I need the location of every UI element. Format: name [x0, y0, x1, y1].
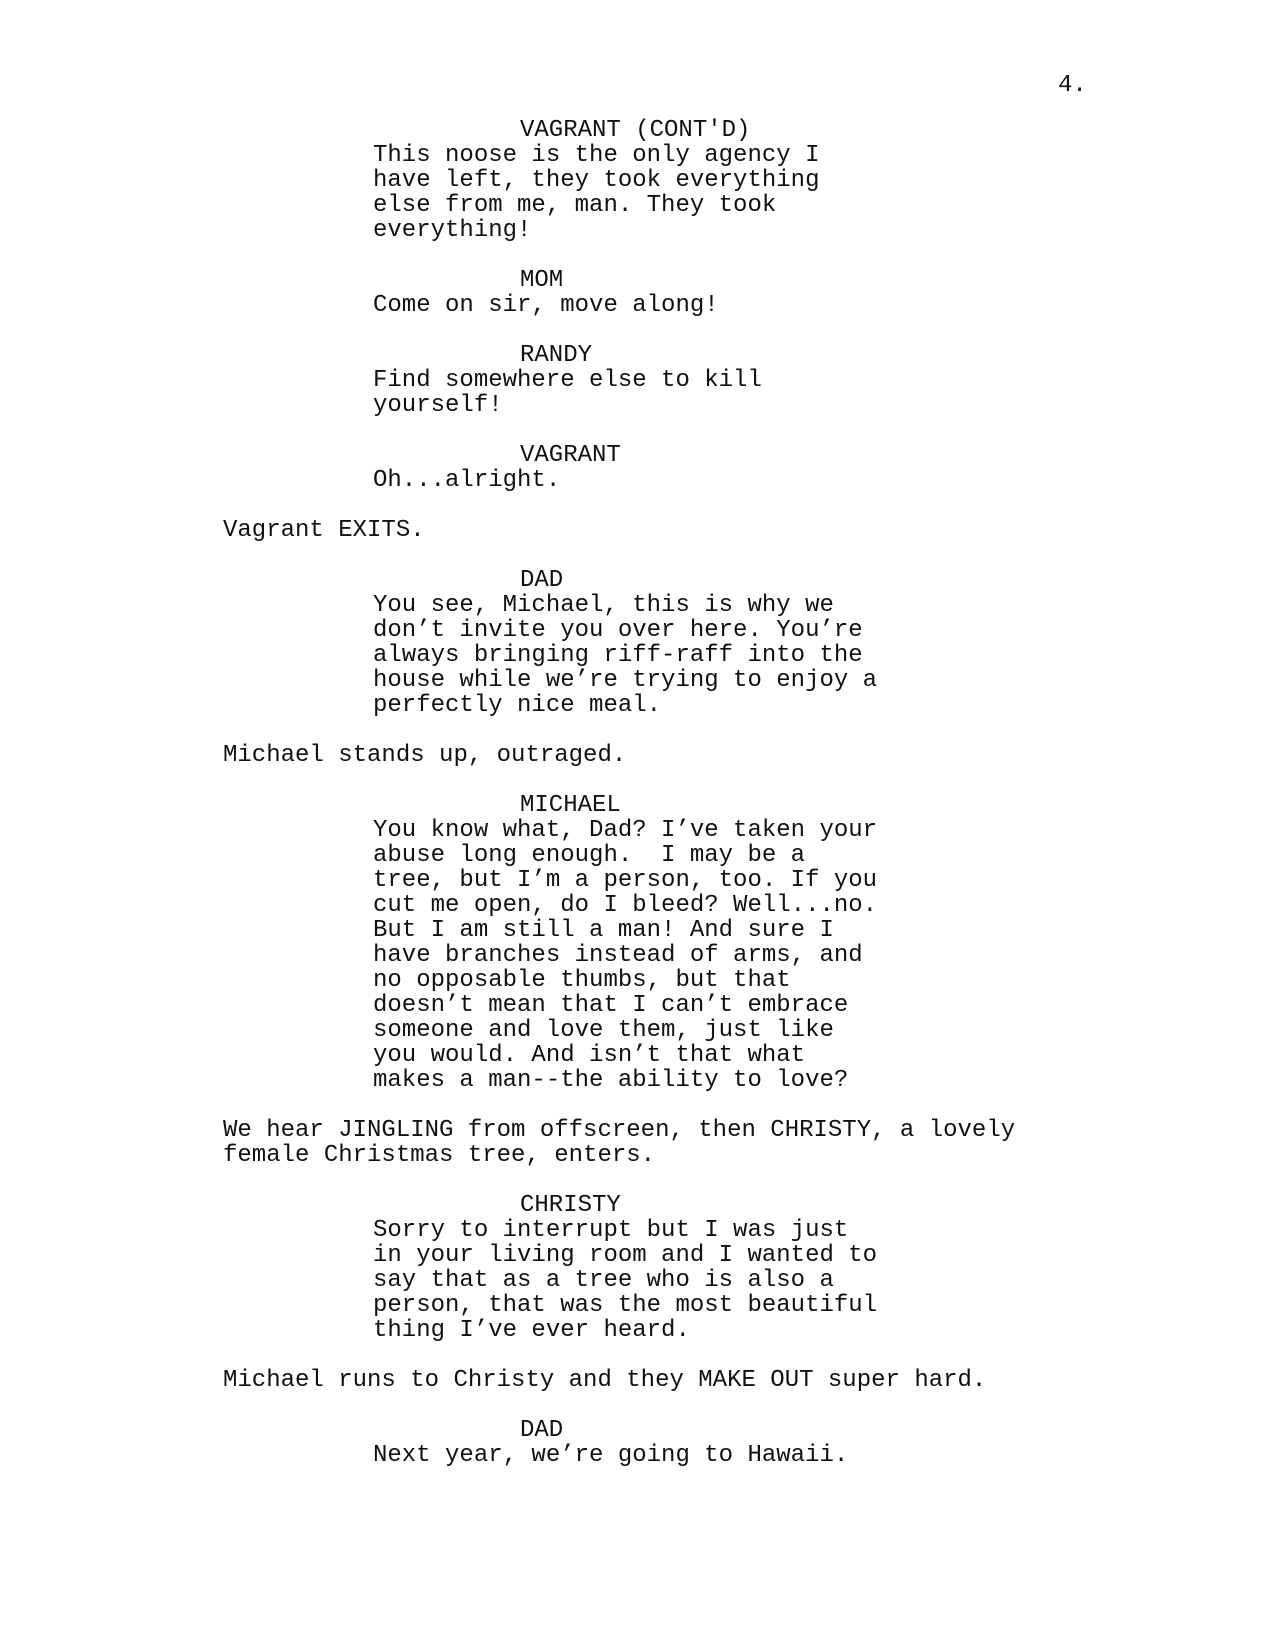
dialogue-text: Come on sir, move along!: [373, 292, 719, 319]
dialogue-block: [0, 793, 1275, 1093]
character-name: DAD: [520, 1417, 564, 1444]
character-name: MOM: [520, 267, 564, 294]
dialogue-block: [0, 343, 1275, 418]
dialogue-block: [0, 1193, 1275, 1343]
dialogue-text: Oh...alright.: [373, 467, 561, 494]
dialogue-block: [0, 1418, 1275, 1468]
page-number: 4.: [1058, 72, 1087, 99]
character-name: MICHAEL: [520, 792, 621, 819]
action-text: Vagrant EXITS.: [223, 517, 425, 544]
action-text: We hear JINGLING from offscreen, then CHRISTY, a lovely female Christmas tree, enters.: [223, 1117, 1016, 1169]
dialogue-text: This noose is the only agency I have left, they took everything else from me, man. They took everything!: [373, 142, 820, 244]
character-name: DAD: [520, 567, 564, 594]
character-name: RANDY: [520, 342, 593, 369]
dialogue-block: [0, 568, 1275, 718]
action-text: Michael runs to Christy and they MAKE OUT super hard.: [223, 1367, 987, 1394]
action-block: [0, 518, 1275, 543]
action-text: Michael stands up, outraged.: [223, 742, 627, 769]
dialogue-text: Find somewhere else to kill yourself!: [373, 367, 762, 419]
action-block: [0, 743, 1275, 768]
dialogue-text: Next year, we’re going to Hawaii.: [373, 1442, 849, 1469]
script-body: [0, 118, 1275, 1493]
character-name: CHRISTY: [520, 1192, 621, 1219]
dialogue-text: You know what, Dad? I’ve taken your abuse long enough. I may be a tree, but I’m a person, too. If you cut me open, do I bleed? Well...no. But I am still a man! And sure I have branches instead of arms, and no opposable thumbs, but that doesn’t mean that I can’t embrace someone and love them, just like you would. And isn’t that what makes a man--the ability to love?: [373, 817, 878, 1094]
character-name: VAGRANT (CONT'D): [520, 117, 751, 144]
action-block: [0, 1368, 1275, 1393]
character-name: VAGRANT: [520, 442, 621, 469]
action-block: [0, 1118, 1275, 1168]
dialogue-block: [0, 443, 1275, 493]
dialogue-block: [0, 268, 1275, 318]
dialogue-text: Sorry to interrupt but I was just in your living room and I wanted to say that as a tree who is also a person, that was the most beautiful thing I’ve ever heard.: [373, 1217, 878, 1344]
dialogue-block: [0, 118, 1275, 243]
dialogue-text: You see, Michael, this is why we don’t invite you over here. You’re always bringing riff-raff into the house while we’re trying to enjoy a perfectly nice meal.: [373, 592, 878, 719]
